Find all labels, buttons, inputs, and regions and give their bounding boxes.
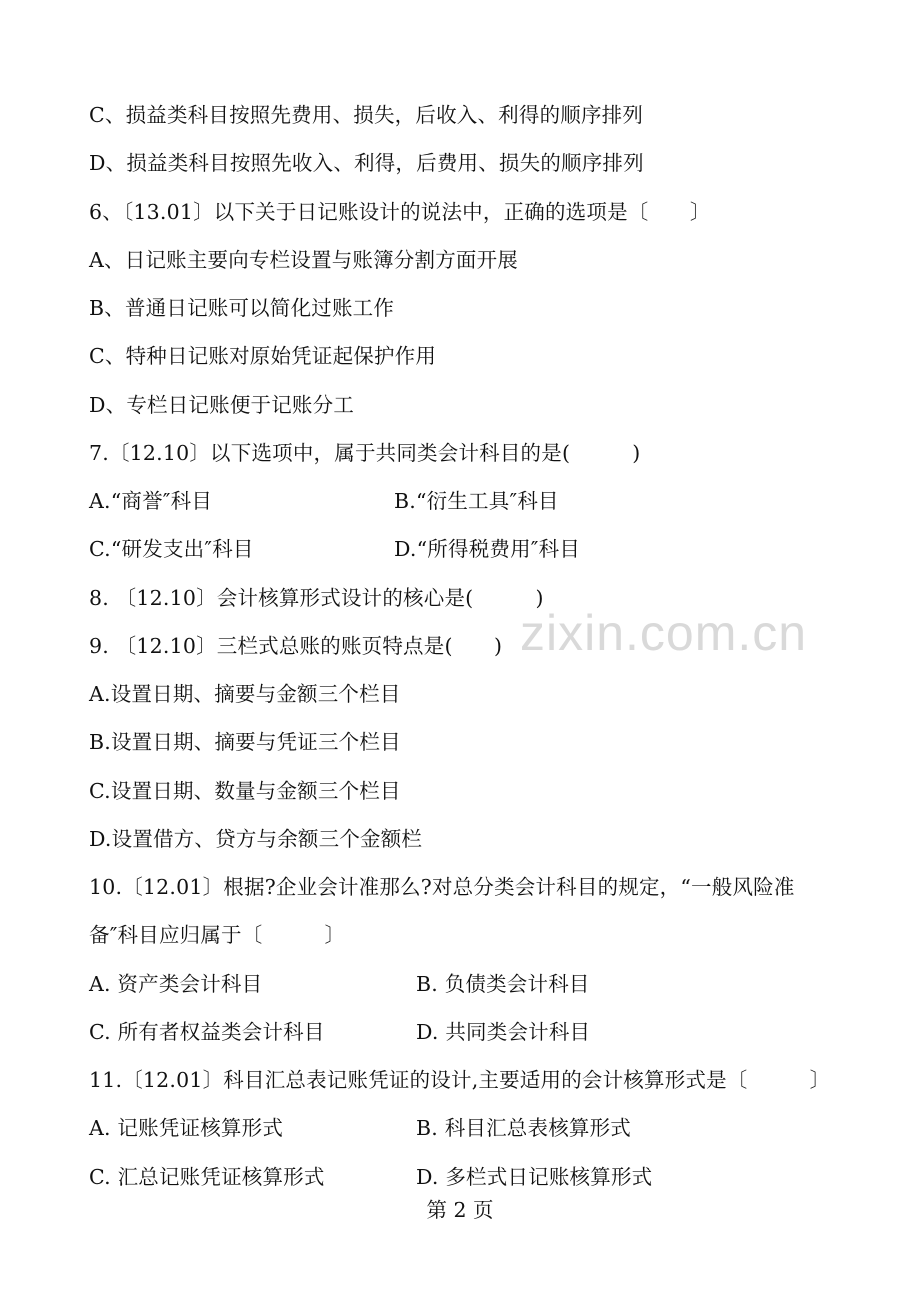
question-line: 11.〔12.01〕科目汇总表记账凭证的设计,主要适用的会计核算形式是〔 〕 [89, 1068, 831, 1092]
question-line: 6、〔13.01〕以下关于日记账设计的说法中，正确的选项是〔 〕 [89, 200, 711, 224]
option-line: D.“所得税费用″科目 [394, 537, 581, 561]
option-line: A.“商誉″科目 [89, 489, 213, 513]
page-number: 第 2 页 [426, 1198, 494, 1222]
question-line: 7.〔12.10〕以下选项中，属于共同类会计科目的是( ) [89, 441, 641, 465]
option-line: A.设置日期、摘要与金额三个栏目 [89, 682, 401, 706]
option-line: D.设置借方、贷方与余额三个金额栏 [89, 827, 423, 851]
question-line: 9. 〔12.10〕三栏式总账的账页特点是( ) [89, 634, 503, 658]
option-line: D、专栏日记账便于记账分工 [89, 393, 355, 417]
option-line: C. 汇总记账凭证核算形式 [89, 1165, 325, 1189]
option-line: D. 共同类会计科目 [416, 1020, 591, 1044]
option-line: B、普通日记账可以简化过账工作 [89, 296, 395, 320]
question-line: 备″科目应归属于〔 〕 [89, 923, 346, 947]
question-line: 8. 〔12.10〕会计核算形式设计的核心是( ) [89, 586, 544, 610]
option-line: B. 负债类会计科目 [416, 972, 590, 996]
option-line: B. 科目汇总表核算形式 [416, 1116, 631, 1140]
option-line: A. 记账凭证核算形式 [89, 1116, 284, 1140]
option-line: D、损益类科目按照先收入、利得，后费用、损失的顺序排列 [89, 151, 644, 175]
option-line: C. 所有者权益类会计科目 [89, 1020, 325, 1044]
option-line: B.“衍生工具″科目 [394, 489, 559, 513]
option-line: C、特种日记账对原始凭证起保护作用 [89, 344, 437, 368]
option-line: C.设置日期、数量与金额三个栏目 [89, 779, 401, 803]
option-line: B.设置日期、摘要与凭证三个栏目 [89, 730, 401, 754]
option-line: A、日记账主要向专栏设置与账簿分割方面开展 [89, 248, 519, 272]
option-line: C.“研发支出″科目 [89, 537, 254, 561]
option-line: A. 资产类会计科目 [89, 972, 263, 996]
watermark: zixin.com.cn [520, 605, 808, 661]
option-line: C、损益类科目按照先费用、损失，后收入、利得的顺序排列 [89, 103, 644, 127]
option-line: D. 多栏式日记账核算形式 [416, 1165, 653, 1189]
question-line: 10.〔12.01〕根据?企业会计准那么?对总分类会计科目的规定，“一般风险准 [89, 875, 795, 899]
